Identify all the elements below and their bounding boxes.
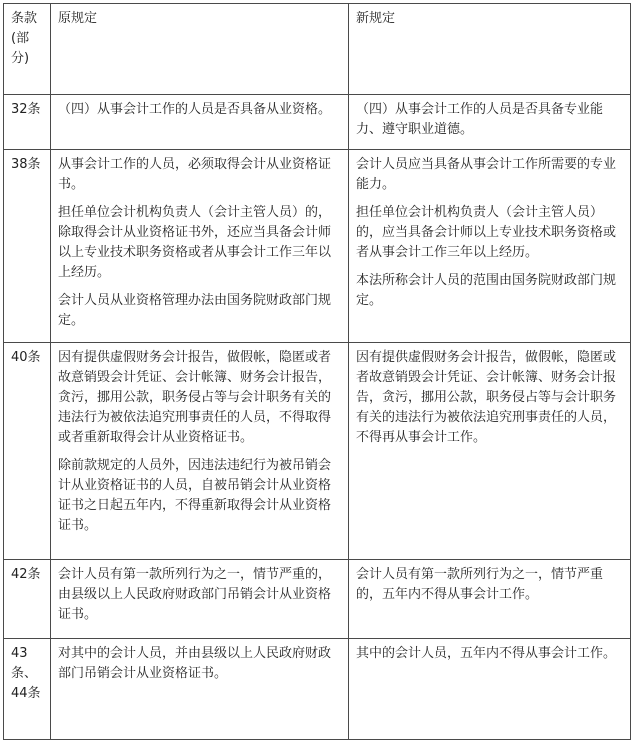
old-rule-cell [51, 639, 349, 740]
new-rule-cell [349, 95, 631, 150]
paragraph: 会计人员有第一款所列行为之一，情节严重的，由县级以上人民政府财政部门吊销会计从业资格证书。 [58, 567, 332, 622]
clause-cell: 42条 [4, 560, 51, 639]
paragraph: 除前款规定的人员外，因违法违纪行为被吊销会计从业资格证书的人员，自被吊销会计从业资格证书之日起五年内，不得重新取得会计从业资格证书。 [58, 458, 332, 533]
new-rule-cell [349, 343, 631, 560]
header-clause: 条款(部分) [4, 4, 51, 95]
clause-cell: 43条、44条 [4, 639, 51, 740]
new-rule-cell [349, 639, 631, 740]
old-rule-cell [51, 150, 349, 343]
table-row [4, 95, 631, 150]
paragraph: 会计人员有第一款所列行为之一，情节严重的，五年内不得从事会计工作。 [356, 567, 604, 602]
paragraph: 担任单位会计机构负责人（会计主管人员）的，应当具备会计师以上专业技术职务资格或者从事会计工作三年以上经历。 [356, 205, 617, 260]
paragraph: 因有提供虚假财务会计报告，做假帐，隐匿或者故意销毁会计凭证、会计帐簿、财务会计报告，贪污，挪用公款，职务侵占等与会计职务有关的违法行为被依法追究刑事责任的人员，不得取得或者重新取得会计从业资格证书。 [58, 350, 332, 445]
new-rule-cell [349, 560, 631, 639]
clause-cell: 32条 [4, 95, 51, 150]
paragraph: 对其中的会计人员，并由县级以上人民政府财政部门吊销会计从业资格证书。 [58, 646, 332, 681]
paragraph: 担任单位会计机构负责人（会计主管人员）的，除取得会计从业资格证书外，还应当具备会计师以上专业技术职务资格或者从事会计工作三年以上经历。 [58, 205, 332, 280]
clause-cell: 38条 [4, 150, 51, 343]
header-old-rule: 原规定 [51, 4, 349, 95]
paragraph: 会计人员从业资格管理办法由国务院财政部门规定。 [58, 293, 332, 328]
old-rule-cell [51, 560, 349, 639]
paragraph: 从事会计工作的人员，必须取得会计从业资格证书。 [58, 157, 332, 192]
old-rule-cell [51, 343, 349, 560]
paragraph: 本法所称会计人员的范围由国务院财政部门规定。 [356, 273, 617, 308]
table-row [4, 639, 631, 740]
header-new-rule: 新规定 [349, 4, 631, 95]
paragraph: 因有提供虚假财务会计报告，做假帐，隐匿或者故意销毁会计凭证、会计帐簿、财务会计报告，贪污，挪用公款，职务侵占等与会计职务有关的违法行为被依法追究刑事责任的人员，不得再从事会计工作。 [356, 350, 617, 445]
new-rule-cell [349, 150, 631, 343]
regulation-comparison-table [3, 3, 631, 740]
table-row [4, 150, 631, 343]
table-row [4, 560, 631, 639]
clause-cell: 40条 [4, 343, 51, 560]
table-header-row [4, 4, 631, 95]
table-row [4, 343, 631, 560]
paragraph: （四）从事会计工作的人员是否具备从业资格。 [58, 102, 332, 117]
paragraph: （四）从事会计工作的人员是否具备专业能力、遵守职业道德。 [356, 102, 604, 137]
paragraph: 其中的会计人员，五年内不得从事会计工作。 [356, 646, 617, 661]
old-rule-cell [51, 95, 349, 150]
paragraph: 会计人员应当具备从事会计工作所需要的专业能力。 [356, 157, 617, 192]
